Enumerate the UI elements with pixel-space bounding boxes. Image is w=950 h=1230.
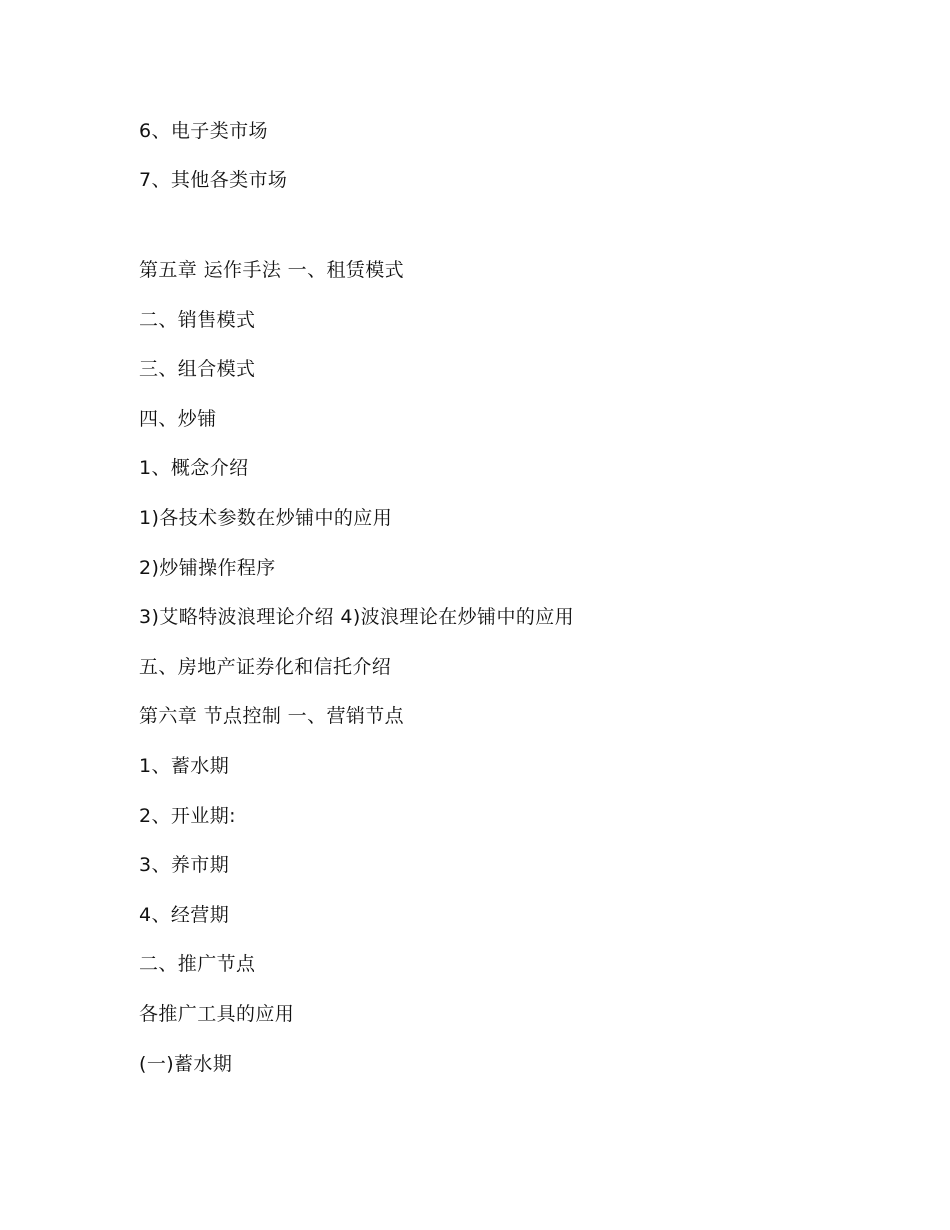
text-line: 6、电子类市场 [139,120,268,142]
text-line: 二、销售模式 [139,309,256,331]
text-line: 3、养市期 [139,854,230,876]
text-line: 4、经营期 [139,904,230,926]
text-line: 1、概念介绍 [139,457,249,479]
text-line: 2、开业期: [139,805,236,827]
text-line: 五、房地产证券化和信托介绍 [139,656,392,678]
text-line: 四、炒铺 [139,408,217,430]
chapter-heading: 第五章 运作手法 一、租赁模式 [139,259,405,281]
chapter-heading: 第六章 节点控制 一、营销节点 [139,705,405,727]
text-line: 7、其他各类市场 [139,169,288,191]
text-line: 2)炒铺操作程序 [139,557,276,579]
text-line: (一)蓄水期 [139,1053,233,1075]
text-line: 1)各技术参数在炒铺中的应用 [139,507,393,529]
text-line: 各推广工具的应用 [139,1003,295,1025]
text-line: 3)艾略特波浪理论介绍 4)波浪理论在炒铺中的应用 [139,606,575,628]
text-line: 三、组合模式 [139,358,256,380]
text-line: 1、蓄水期 [139,755,230,777]
text-line: 二、推广节点 [139,953,256,975]
